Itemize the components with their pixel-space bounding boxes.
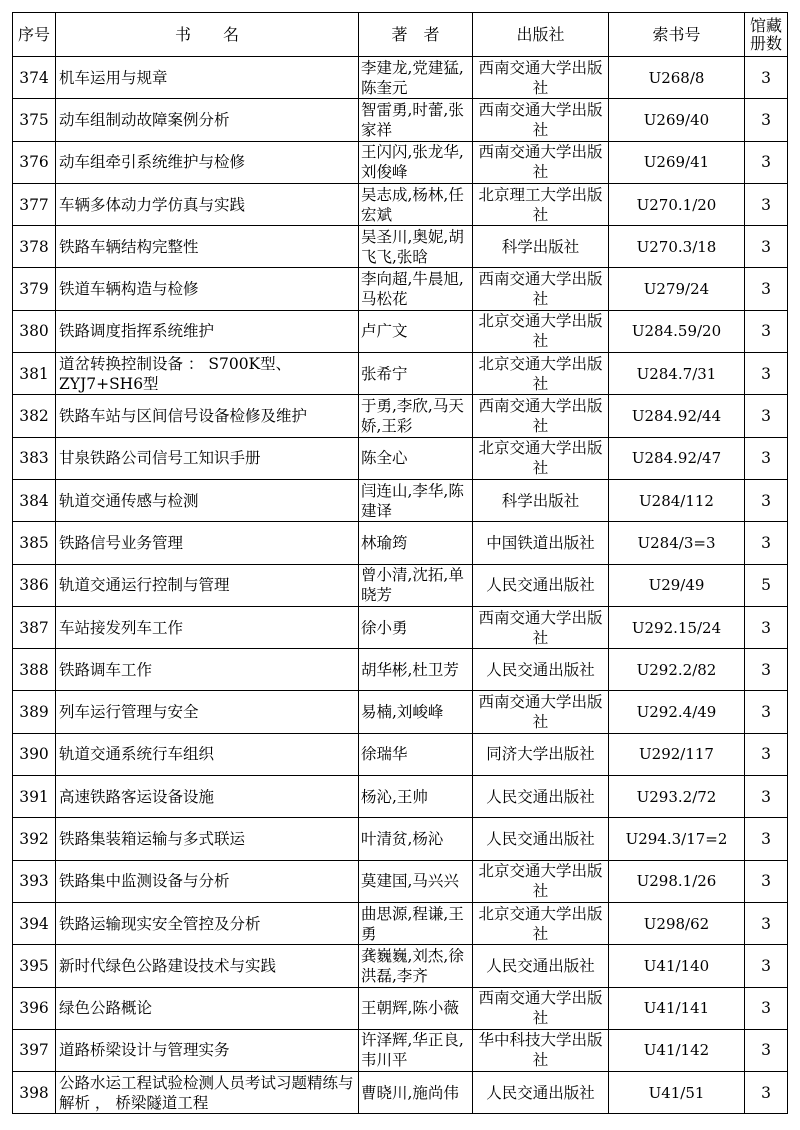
cell-publisher: 华中科技大学出版社	[473, 1029, 609, 1071]
cell-publisher: 西南交通大学出版社	[473, 268, 609, 310]
table-row	[13, 479, 788, 521]
cell-publisher: 西南交通大学出版社	[473, 987, 609, 1029]
cell-author: 闫连山,李华,陈建译	[359, 479, 473, 521]
cell-author: 于勇,李欣,马天娇,王彩	[359, 395, 473, 437]
table-row	[13, 268, 788, 310]
cell-number: 393	[13, 860, 56, 902]
header-no: 序号	[13, 13, 56, 57]
cell-number: 388	[13, 649, 56, 691]
cell-author: 易楠,刘峻峰	[359, 691, 473, 733]
cell-number: 376	[13, 141, 56, 183]
cell-call-number: U298.1/26	[609, 860, 745, 902]
cell-number: 392	[13, 818, 56, 860]
cell-number: 394	[13, 902, 56, 944]
book-catalog-table	[12, 12, 788, 1114]
cell-copies: 3	[745, 141, 788, 183]
cell-copies: 3	[745, 987, 788, 1029]
cell-copies: 3	[745, 818, 788, 860]
cell-number: 377	[13, 183, 56, 225]
cell-author: 龚巍巍,刘杰,徐洪磊,李齐	[359, 945, 473, 987]
cell-copies: 3	[745, 57, 788, 99]
cell-number: 378	[13, 226, 56, 268]
cell-number: 379	[13, 268, 56, 310]
cell-author: 林瑜筠	[359, 522, 473, 564]
cell-number: 396	[13, 987, 56, 1029]
cell-publisher: 西南交通大学出版社	[473, 141, 609, 183]
table-row	[13, 226, 788, 268]
cell-title: 道岔转换控制设备 ： S700K型、ZYJ7+SH6型	[56, 353, 359, 395]
cell-copies: 3	[745, 860, 788, 902]
cell-number: 381	[13, 353, 56, 395]
cell-call-number: U293.2/72	[609, 776, 745, 818]
cell-publisher: 西南交通大学出版社	[473, 606, 609, 648]
cell-call-number: U41/140	[609, 945, 745, 987]
cell-author: 曲思源,程谦,王勇	[359, 902, 473, 944]
cell-copies: 3	[745, 310, 788, 352]
cell-number: 380	[13, 310, 56, 352]
cell-title: 道路桥梁设计与管理实务	[56, 1029, 359, 1071]
cell-author: 李建龙,党建猛,陈奎元	[359, 57, 473, 99]
table-row	[13, 57, 788, 99]
cell-number: 384	[13, 479, 56, 521]
table-row	[13, 733, 788, 775]
cell-number: 375	[13, 99, 56, 141]
cell-author: 曹晓川,施尚伟	[359, 1072, 473, 1114]
cell-copies: 3	[745, 606, 788, 648]
cell-copies: 3	[745, 1029, 788, 1071]
cell-number: 390	[13, 733, 56, 775]
cell-number: 383	[13, 437, 56, 479]
cell-author: 吴志成,杨林,任宏斌	[359, 183, 473, 225]
cell-number: 382	[13, 395, 56, 437]
cell-title: 动车组制动故障案例分析	[56, 99, 359, 141]
table-row	[13, 310, 788, 352]
cell-title: 铁道车辆构造与检修	[56, 268, 359, 310]
cell-publisher: 北京交通大学出版社	[473, 902, 609, 944]
cell-copies: 3	[745, 776, 788, 818]
cell-publisher: 西南交通大学出版社	[473, 99, 609, 141]
cell-publisher: 科学出版社	[473, 226, 609, 268]
cell-call-number: U298/62	[609, 902, 745, 944]
cell-title: 绿色公路概论	[56, 987, 359, 1029]
cell-call-number: U268/8	[609, 57, 745, 99]
cell-number: 398	[13, 1072, 56, 1114]
cell-call-number: U284.7/31	[609, 353, 745, 395]
table-row	[13, 1029, 788, 1071]
cell-call-number: U41/142	[609, 1029, 745, 1071]
cell-title: 铁路集装箱运输与多式联运	[56, 818, 359, 860]
cell-author: 许泽辉,华正良,韦川平	[359, 1029, 473, 1071]
cell-call-number: U284.92/47	[609, 437, 745, 479]
header-copies-label: 馆藏册数	[749, 15, 782, 53]
cell-call-number: U270.3/18	[609, 226, 745, 268]
header-row	[13, 13, 788, 57]
table-row	[13, 902, 788, 944]
cell-call-number: U292.15/24	[609, 606, 745, 648]
cell-copies: 3	[745, 226, 788, 268]
cell-call-number: U269/40	[609, 99, 745, 141]
cell-publisher: 人民交通出版社	[473, 1072, 609, 1114]
table-row	[13, 99, 788, 141]
cell-title: 轨道交通运行控制与管理	[56, 564, 359, 606]
cell-publisher: 人民交通出版社	[473, 564, 609, 606]
cell-title: 铁路调车工作	[56, 649, 359, 691]
cell-copies: 3	[745, 437, 788, 479]
table-row	[13, 945, 788, 987]
cell-number: 397	[13, 1029, 56, 1071]
table-row	[13, 1072, 788, 1114]
cell-title: 新时代绿色公路建设技术与实践	[56, 945, 359, 987]
cell-title: 铁路车辆结构完整性	[56, 226, 359, 268]
cell-copies: 5	[745, 564, 788, 606]
cell-author: 王朝辉,陈小薇	[359, 987, 473, 1029]
cell-call-number: U284/3=3	[609, 522, 745, 564]
cell-number: 386	[13, 564, 56, 606]
header-publisher: 出版社	[473, 13, 609, 57]
cell-author: 张希宁	[359, 353, 473, 395]
cell-title: 铁路信号业务管理	[56, 522, 359, 564]
cell-title: 车站接发列车工作	[56, 606, 359, 648]
cell-author: 徐小勇	[359, 606, 473, 648]
cell-call-number: U284.92/44	[609, 395, 745, 437]
cell-author: 李向超,牛晨旭,马松花	[359, 268, 473, 310]
cell-author: 吴圣川,奥妮,胡飞飞,张晗	[359, 226, 473, 268]
cell-title: 铁路运输现实安全管控及分析	[56, 902, 359, 944]
cell-publisher: 西南交通大学出版社	[473, 395, 609, 437]
cell-title: 铁路集中监测设备与分析	[56, 860, 359, 902]
cell-title: 铁路调度指挥系统维护	[56, 310, 359, 352]
cell-publisher: 西南交通大学出版社	[473, 57, 609, 99]
cell-publisher: 人民交通出版社	[473, 945, 609, 987]
cell-call-number: U284.59/20	[609, 310, 745, 352]
table-row	[13, 818, 788, 860]
cell-number: 387	[13, 606, 56, 648]
cell-call-number: U294.3/17=2	[609, 818, 745, 860]
table-row	[13, 183, 788, 225]
cell-copies: 3	[745, 691, 788, 733]
cell-title: 铁路车站与区间信号设备检修及维护	[56, 395, 359, 437]
cell-call-number: U29/49	[609, 564, 745, 606]
cell-copies: 3	[745, 99, 788, 141]
cell-copies: 3	[745, 649, 788, 691]
table-row	[13, 860, 788, 902]
cell-title: 列车运行管理与安全	[56, 691, 359, 733]
cell-author: 徐瑞华	[359, 733, 473, 775]
cell-call-number: U41/51	[609, 1072, 745, 1114]
cell-author: 胡华彬,杜卫芳	[359, 649, 473, 691]
cell-publisher: 北京交通大学出版社	[473, 353, 609, 395]
cell-author: 叶清贫,杨沁	[359, 818, 473, 860]
cell-author: 智雷勇,时蕾,张家祥	[359, 99, 473, 141]
cell-call-number: U292/117	[609, 733, 745, 775]
table-row	[13, 564, 788, 606]
cell-title: 甘泉铁路公司信号工知识手册	[56, 437, 359, 479]
cell-title: 公路水运工程试验检测人员考试习题精练与解析 ， 桥梁隧道工程	[56, 1072, 359, 1114]
header-copies	[745, 13, 788, 57]
cell-number: 385	[13, 522, 56, 564]
cell-publisher: 北京理工大学出版社	[473, 183, 609, 225]
cell-copies: 3	[745, 183, 788, 225]
cell-publisher: 人民交通出版社	[473, 649, 609, 691]
cell-number: 395	[13, 945, 56, 987]
cell-copies: 3	[745, 522, 788, 564]
cell-title: 轨道交通系统行车组织	[56, 733, 359, 775]
cell-publisher: 北京交通大学出版社	[473, 860, 609, 902]
header-call-number: 索书号	[609, 13, 745, 57]
cell-author: 陈全心	[359, 437, 473, 479]
cell-publisher: 科学出版社	[473, 479, 609, 521]
cell-author: 杨沁,王帅	[359, 776, 473, 818]
cell-publisher: 人民交通出版社	[473, 776, 609, 818]
cell-copies: 3	[745, 395, 788, 437]
table-row	[13, 606, 788, 648]
cell-number: 374	[13, 57, 56, 99]
cell-title: 机车运用与规章	[56, 57, 359, 99]
cell-publisher: 人民交通出版社	[473, 818, 609, 860]
cell-call-number: U292.2/82	[609, 649, 745, 691]
header-author: 著 者	[359, 13, 473, 57]
cell-number: 391	[13, 776, 56, 818]
cell-copies: 3	[745, 902, 788, 944]
cell-publisher: 北京交通大学出版社	[473, 437, 609, 479]
table-row	[13, 395, 788, 437]
cell-call-number: U269/41	[609, 141, 745, 183]
cell-call-number: U279/24	[609, 268, 745, 310]
cell-copies: 3	[745, 268, 788, 310]
table-row	[13, 987, 788, 1029]
cell-copies: 3	[745, 479, 788, 521]
cell-call-number: U41/141	[609, 987, 745, 1029]
cell-publisher: 北京交通大学出版社	[473, 310, 609, 352]
cell-author: 曾小清,沈拓,单晓芳	[359, 564, 473, 606]
table-row	[13, 353, 788, 395]
cell-call-number: U284/112	[609, 479, 745, 521]
cell-author: 卢广文	[359, 310, 473, 352]
cell-publisher: 同济大学出版社	[473, 733, 609, 775]
cell-number: 389	[13, 691, 56, 733]
table-row	[13, 691, 788, 733]
cell-copies: 3	[745, 945, 788, 987]
header-title: 书 名	[56, 13, 359, 57]
table-row	[13, 437, 788, 479]
table-row	[13, 776, 788, 818]
table-body	[13, 57, 788, 1114]
cell-title: 高速铁路客运设备设施	[56, 776, 359, 818]
cell-title: 轨道交通传感与检测	[56, 479, 359, 521]
cell-call-number: U270.1/20	[609, 183, 745, 225]
table-row	[13, 649, 788, 691]
cell-title: 车辆多体动力学仿真与实践	[56, 183, 359, 225]
cell-author: 莫建国,马兴兴	[359, 860, 473, 902]
table-row	[13, 141, 788, 183]
cell-copies: 3	[745, 353, 788, 395]
cell-copies: 3	[745, 733, 788, 775]
cell-copies: 3	[745, 1072, 788, 1114]
cell-publisher: 西南交通大学出版社	[473, 691, 609, 733]
cell-call-number: U292.4/49	[609, 691, 745, 733]
cell-title: 动车组牵引系统维护与检修	[56, 141, 359, 183]
table-row	[13, 522, 788, 564]
cell-author: 王闪闪,张龙华,刘俊峰	[359, 141, 473, 183]
cell-publisher: 中国铁道出版社	[473, 522, 609, 564]
